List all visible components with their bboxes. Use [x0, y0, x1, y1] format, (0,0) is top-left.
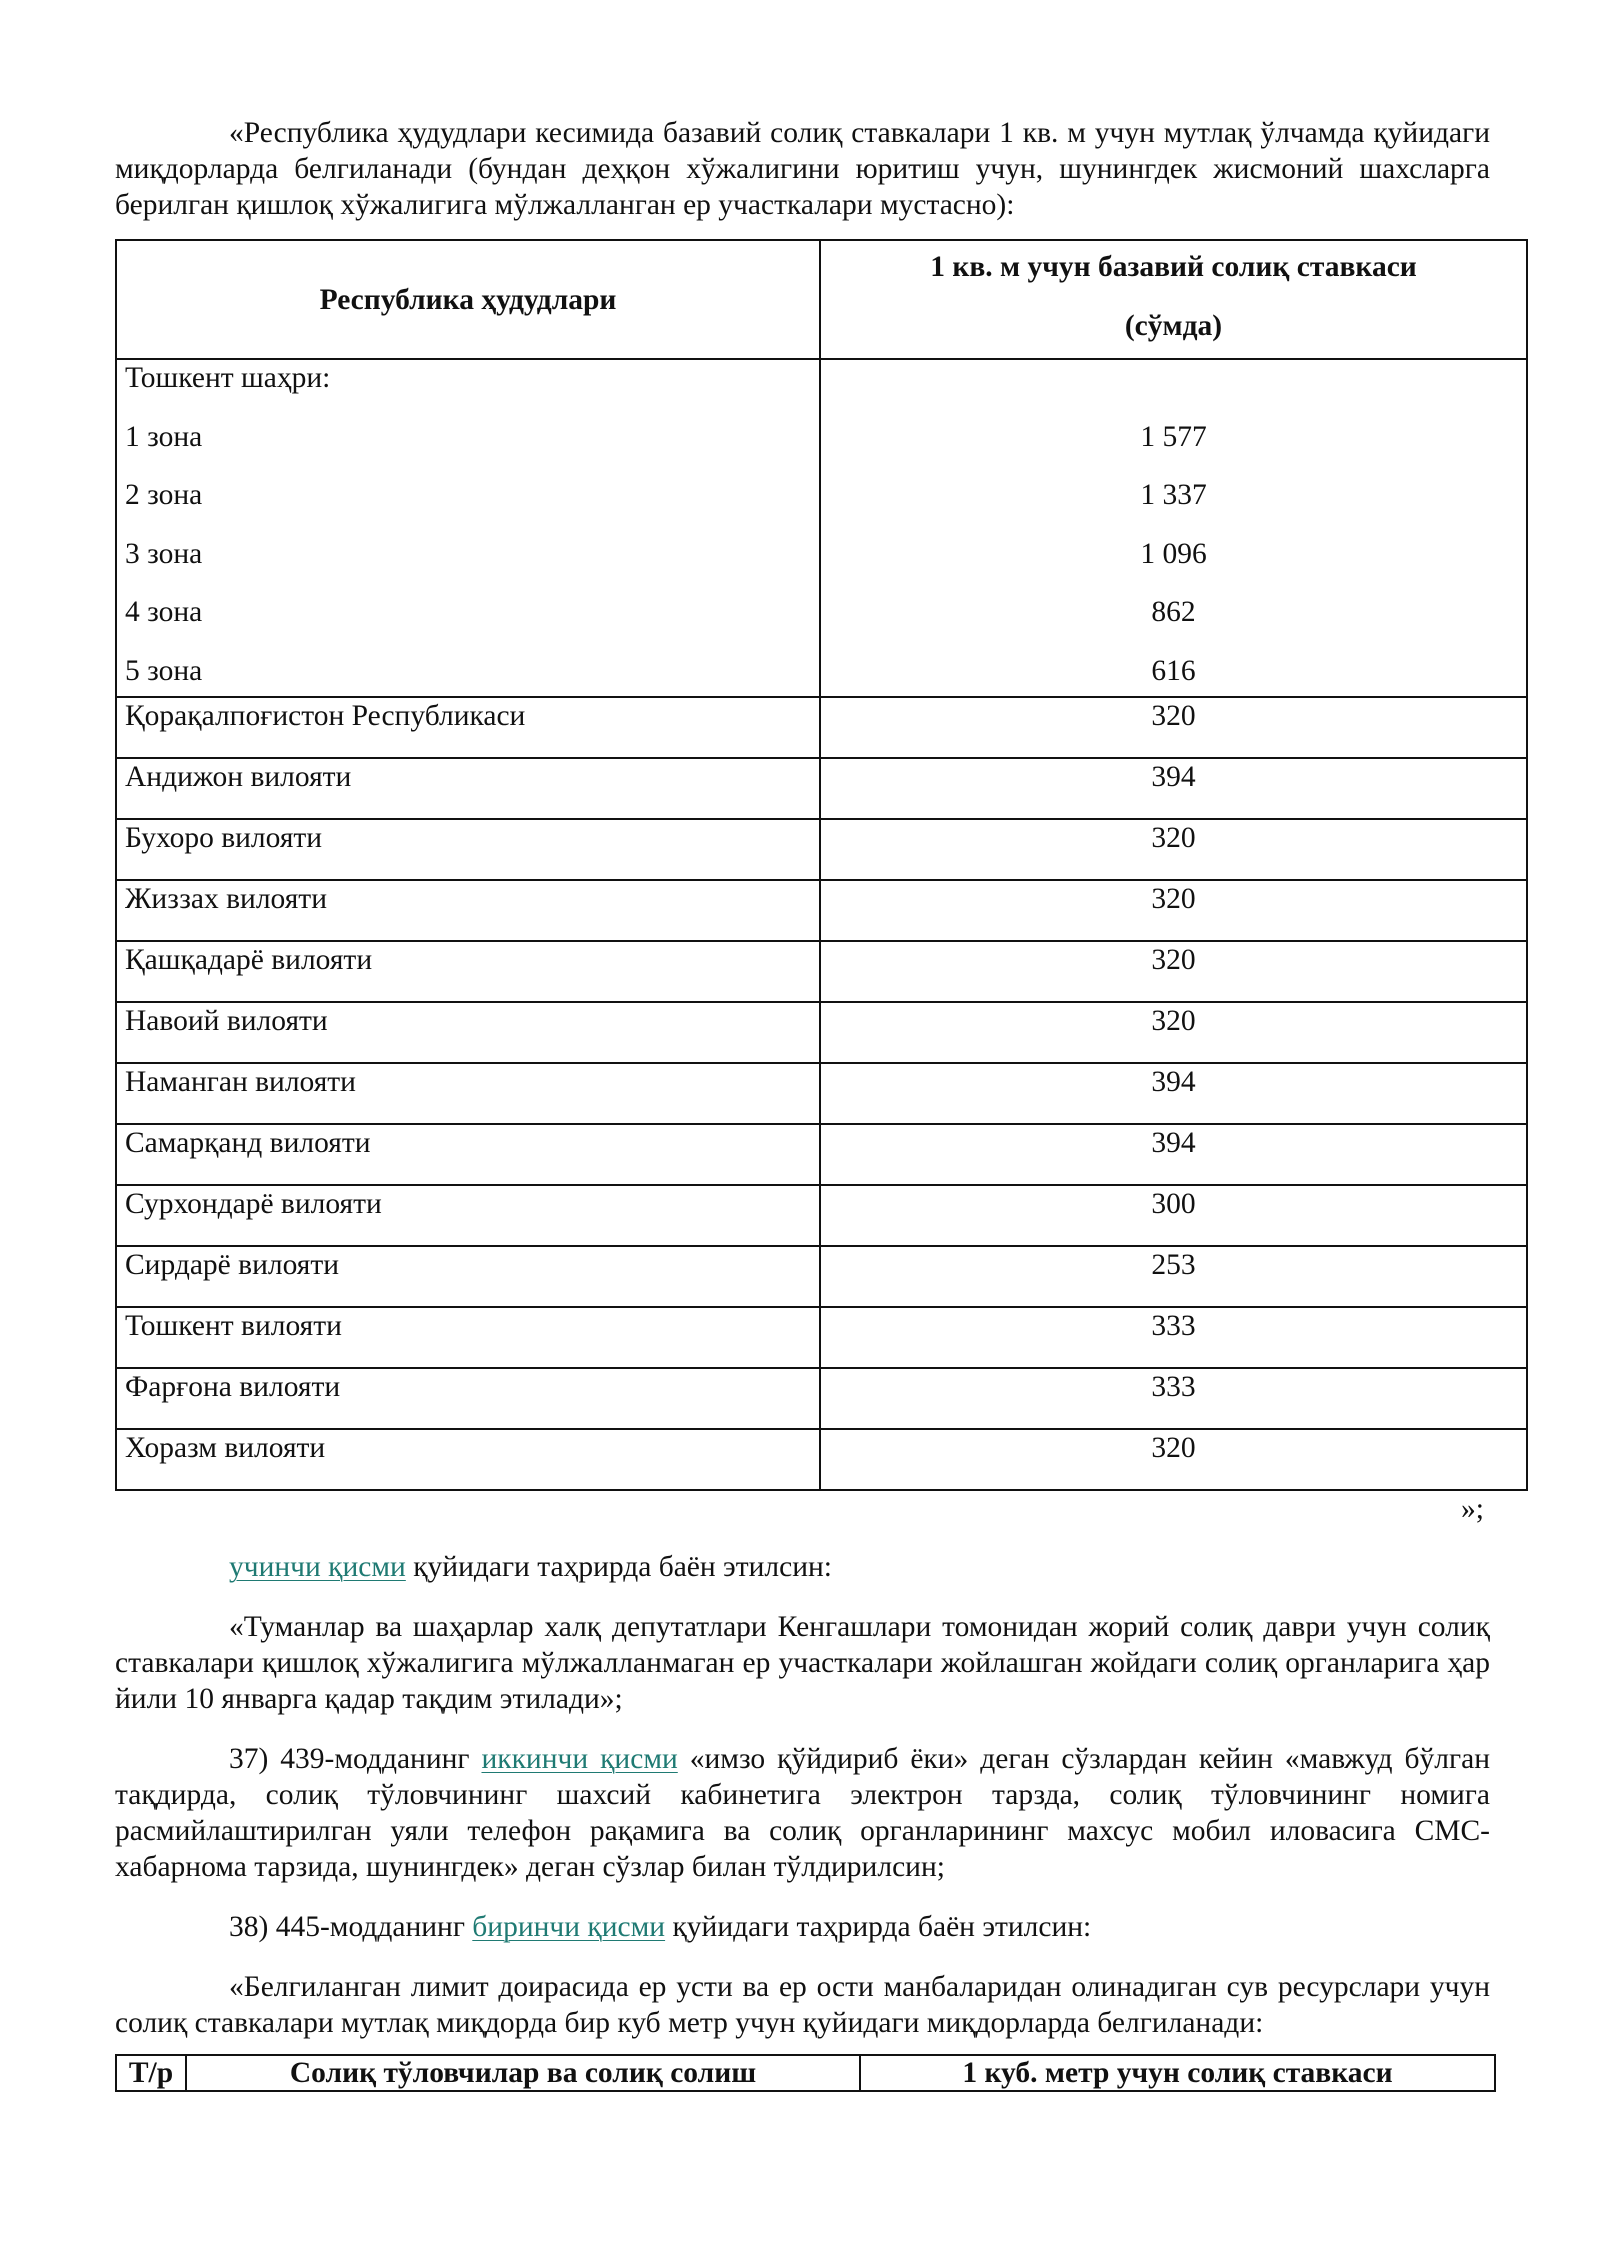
water-paragraph: «Белгиланган лимит доирасида ер усти ва ер ости манбаларидан олинадиган сув ресурслари учун солиқ ставкалари мутлақ миқдорда бир куб метр учун қуйидаги миқдорларда белгиланади: — [115, 1970, 1490, 2039]
table-row — [116, 880, 1527, 941]
tashkent-title: Тошкент шаҳри: — [125, 362, 331, 394]
table-row — [116, 819, 1527, 880]
region-name: Қорақалпоғистон Республикаси — [116, 697, 820, 758]
tashkent-zone-value: 1 096 — [1140, 537, 1207, 570]
region-name: Жиззах вилояти — [116, 880, 820, 941]
table-row — [116, 1429, 1527, 1490]
tashkent-zone-name: 5 зона — [125, 654, 203, 687]
article-38-paragraph — [115, 1909, 1490, 1945]
tashkent-zone-name: 3 зона — [125, 537, 203, 570]
third-part-text: қуйидаги таҳрирда баён этилсин: — [405, 1550, 832, 1583]
table-row — [116, 1368, 1527, 1429]
tashkent-row — [116, 359, 1527, 697]
header-number: Т/р — [116, 2055, 186, 2091]
region-name: Сирдарё вилояти — [116, 1246, 820, 1307]
article-38-prefix: 38) 445-модданинг — [229, 1910, 473, 1943]
region-name: Навоий вилояти — [116, 1002, 820, 1063]
table-row — [116, 1063, 1527, 1124]
region-name: Тошкент вилояти — [116, 1307, 820, 1368]
table-row — [116, 1246, 1527, 1307]
rates-table-header-row — [116, 240, 1527, 359]
water-rates-table — [115, 2054, 1496, 2092]
tashkent-blank — [829, 360, 1518, 419]
regional-rates-table — [115, 239, 1528, 1491]
tashkent-values-cell — [820, 359, 1527, 697]
region-name: Самарқанд вилояти — [116, 1124, 820, 1185]
tashkent-zone-name: 4 зона — [125, 596, 203, 628]
table-row — [116, 758, 1527, 819]
region-name: Сурхондарё вилояти — [116, 1185, 820, 1246]
region-rate: 320 — [820, 880, 1527, 941]
region-rate: 253 — [820, 1246, 1527, 1307]
header-rate-unit: (сўмда) — [1124, 310, 1223, 342]
article-37-paragraph — [115, 1741, 1490, 1885]
third-part-paragraph — [115, 1549, 1490, 1585]
document-page — [115, 115, 1490, 2092]
region-rate: 320 — [820, 819, 1527, 880]
first-part-link[interactable]: биринчи қисми — [472, 1910, 666, 1943]
region-rate: 320 — [820, 941, 1527, 1002]
region-rate: 300 — [820, 1185, 1527, 1246]
tashkent-zone-value: 616 — [1151, 654, 1196, 687]
tashkent-zone-value: 1 337 — [1140, 479, 1207, 511]
region-name: Қашқадарё вилояти — [116, 941, 820, 1002]
quote-close: »; — [1461, 1492, 1484, 1525]
table-row — [116, 1124, 1527, 1185]
table-row — [116, 1002, 1527, 1063]
region-name: Фарғона вилояти — [116, 1368, 820, 1429]
region-name: Хоразм вилояти — [116, 1429, 820, 1490]
region-rate: 394 — [820, 1063, 1527, 1124]
region-name: Андижон вилояти — [116, 758, 820, 819]
region-name: Бухоро вилояти — [116, 819, 820, 880]
header-payers: Солиқ тўловчилар ва солиқ солиш — [186, 2055, 860, 2091]
region-rate: 394 — [820, 1124, 1527, 1185]
region-rate: 333 — [820, 1368, 1527, 1429]
header-rate — [820, 240, 1527, 359]
intro-paragraph: «Республика ҳудудлари кесимида базавий солиқ ставкалари 1 кв. м учун мутлақ ўлчамда қуйидаги миқдорларда белгиланади (бундан деҳқон хўжалигини юритиш учун, шунингдек жисмоний шахсларга берилган қишлоқ хўжалигига мўлжалланган ер участкалари мустасно): — [115, 117, 1490, 221]
region-rate: 394 — [820, 758, 1527, 819]
header-rate-title: 1 кв. м учун базавий солиқ ставкаси — [930, 251, 1417, 283]
second-part-link[interactable]: иккинчи қисми — [481, 1742, 678, 1775]
tashkent-regions-cell — [116, 359, 820, 697]
region-rate: 320 — [820, 1002, 1527, 1063]
region-rate: 333 — [820, 1307, 1527, 1368]
tashkent-zone-value: 1 577 — [1140, 420, 1207, 453]
tashkent-zone-value: 862 — [1151, 596, 1196, 628]
article-37-prefix: 37) 439-модданинг — [229, 1742, 482, 1775]
header-region: Республика ҳудудлари — [116, 240, 820, 359]
third-part-link[interactable]: учинчи қисми — [229, 1550, 406, 1583]
region-rate: 320 — [820, 697, 1527, 758]
water-table-header-row — [116, 2055, 1495, 2091]
table-row — [116, 697, 1527, 758]
region-rate: 320 — [820, 1429, 1527, 1490]
header-water-rate: 1 куб. метр учун солиқ ставкаси — [860, 2055, 1495, 2091]
article-37-text: «имзо қўйдириб ёки» деган сўзлардан кейин «мавжуд бўлган тақдирда, солиқ тўловчининг шахсий кабинетига электрон тарзда, солиқ тўловчининг номига расмийлаштирилган уяли телефон рақамига ва солиқ органларининг махсус мобил иловасига СМС-хабарнома тарзида, шунингдек» деган сўзлар билан тўлдирилсин; — [115, 1742, 1490, 1883]
table-row — [116, 941, 1527, 1002]
tashkent-zone-name: 1 зона — [125, 420, 203, 453]
article-38-text: қуйидаги таҳрирда баён этилсин: — [665, 1910, 1092, 1943]
table-row — [116, 1307, 1527, 1368]
region-name: Наманган вилояти — [116, 1063, 820, 1124]
tashkent-zone-name: 2 зона — [125, 479, 203, 511]
councils-paragraph: «Туманлар ва шаҳарлар халқ депутатлари Кенгашлари томонидан жорий солиқ даври учун солиқ ставкалари қишлоқ хўжалигига мўлжалланмаган ер участкалари жойлашган жойдаги солиқ органларига ҳар йили 10 январга қадар тақдим этилади»; — [115, 1610, 1490, 1715]
table-row — [116, 1185, 1527, 1246]
